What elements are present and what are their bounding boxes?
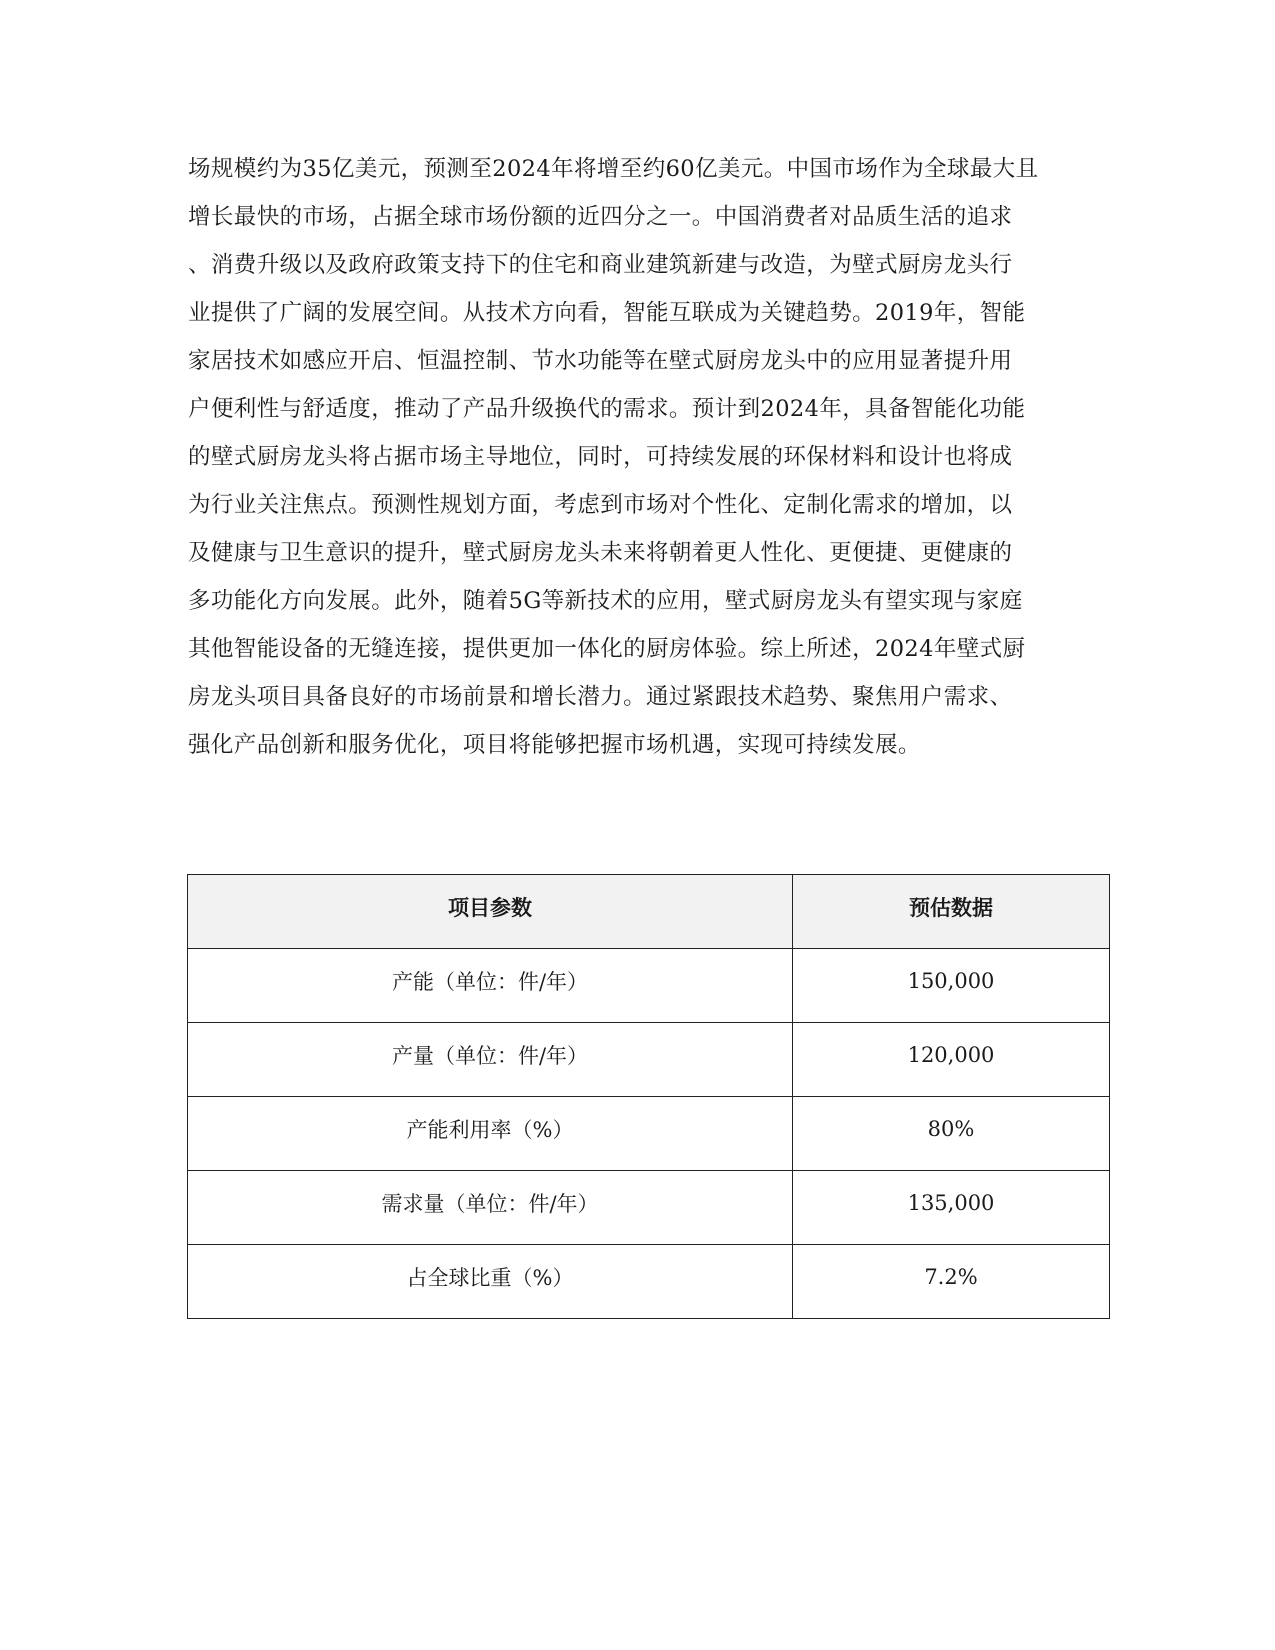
paragraph-line: 、消费升级以及政府政策支持下的住宅和商业建筑新建与改造，为壁式厨房龙头行 (188, 252, 1013, 278)
param-value-cell: 7.2% (793, 1245, 1110, 1319)
table-row (188, 1023, 1110, 1097)
paragraph-line: 为行业关注焦点。预测性规划方面，考虑到市场对个性化、定制化需求的增加，以 (188, 492, 1013, 518)
body-paragraph (188, 145, 1083, 769)
paragraph-line: 场规模约为35亿美元，预测至2024年将增至约60亿美元。中国市场作为全球最大且 (188, 156, 1039, 182)
paragraph-line: 强化产品创新和服务优化，项目将能够把握市场机遇，实现可持续发展。 (188, 732, 921, 758)
paragraph-line: 及健康与卫生意识的提升，壁式厨房龙头未来将朝着更人性化、更便捷、更健康的 (188, 540, 1013, 566)
param-name-cell: 产能利用率（%） (188, 1097, 793, 1171)
table-row (188, 1245, 1110, 1319)
table-row (188, 1097, 1110, 1171)
table-header-row (188, 875, 1110, 949)
project-parameters-table (187, 874, 1110, 1319)
param-name-cell: 产量（单位：件/年） (188, 1023, 793, 1097)
param-value-cell: 80% (793, 1097, 1110, 1171)
param-value-cell: 135,000 (793, 1171, 1110, 1245)
paragraph-line: 家居技术如感应开启、恒温控制、节水功能等在壁式厨房龙头中的应用显著提升用 (188, 348, 1013, 374)
paragraph-line: 房龙头项目具备良好的市场前景和增长潜力。通过紧跟技术趋势、聚焦用户需求、 (188, 684, 1013, 710)
param-value-cell: 150,000 (793, 949, 1110, 1023)
header-estimated-data: 预估数据 (793, 875, 1110, 949)
param-name-cell: 占全球比重（%） (188, 1245, 793, 1319)
paragraph-line: 的壁式厨房龙头将占据市场主导地位，同时，可持续发展的环保材料和设计也将成 (188, 444, 1013, 470)
param-name-cell: 产能（单位：件/年） (188, 949, 793, 1023)
param-value-cell: 120,000 (793, 1023, 1110, 1097)
paragraph-line: 增长最快的市场，占据全球市场份额的近四分之一。中国消费者对品质生活的追求 (188, 204, 1013, 230)
header-project-parameter: 项目参数 (188, 875, 793, 949)
table-row (188, 1171, 1110, 1245)
param-name-cell: 需求量（单位：件/年） (188, 1171, 793, 1245)
paragraph-line: 户便利性与舒适度，推动了产品升级换代的需求。预计到2024年，具备智能化功能 (188, 396, 1026, 422)
paragraph-line: 其他智能设备的无缝连接，提供更加一体化的厨房体验。综上所述，2024年壁式厨 (188, 636, 1026, 662)
paragraph-line: 多功能化方向发展。此外，随着5G等新技术的应用，壁式厨房龙头有望实现与家庭 (188, 588, 1023, 614)
paragraph-line: 业提供了广阔的发展空间。从技术方向看，智能互联成为关键趋势。2019年，智能 (188, 300, 1026, 326)
table-row (188, 949, 1110, 1023)
